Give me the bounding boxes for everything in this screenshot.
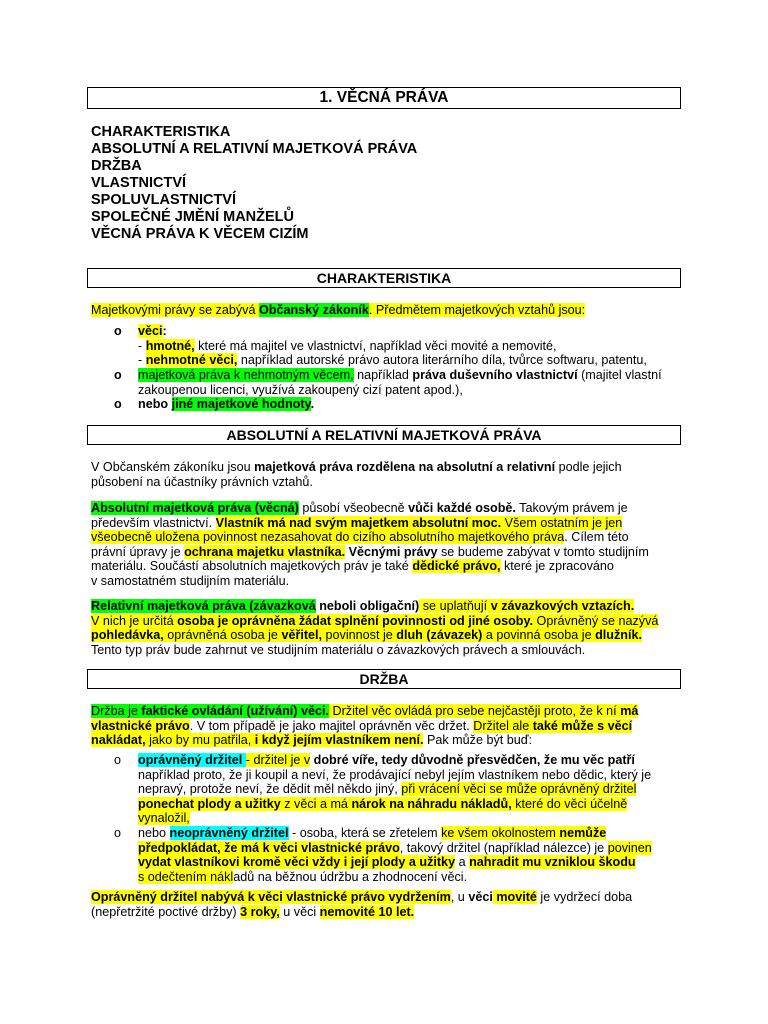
bullet-marker: o [114, 753, 122, 767]
section-heading-drzba: DRŽBA [87, 669, 681, 689]
abs-paragraph-3: Relativní majetková práva (závazková neboli obligační) se uplatňují v závazkových vztazích. V nich je určitá osoba je oprávněna žádat splnění povinnosti od jiné osoby. Oprávněný se nazývá pohledávka, oprávněná osoba je věřitel, povinnost je dluh (závazek) a povinná osoba je dlužník. Tento typ práv bude zahrnut ve studijním materiálu o závazkových právech a smlouvách. [91, 599, 659, 657]
bullet-marker: o [114, 826, 122, 840]
bullet-marker: o [114, 368, 122, 382]
abs-paragraph-1: V Občanském zákoníku jsou majetková práva rozdělena na absolutní a relativní podle jejich působení na účastníky právních vztahů. [91, 460, 622, 489]
list-item-opravneny-drzitel: oprávněný držitel - držitel je v dobré víře, tedy důvodně přesvědčen, že mu věc patří například proto, že ji koupil a neví, že prodávající nebyl jejím vlastníkem nebo dědic, který je nepravý, protože neví, že dědit měl někdo jiný, při vrácení věci se může oprávněný držitel ponechat plody a užitky z věci a má nárok na náhradu nákladů, které do věci účelně vynaložil, [138, 753, 652, 826]
toc-item: VLASTNICTVÍ [91, 175, 187, 191]
list-item-veci: věci: - hmotné, které má majitel ve vlastnictví, například věci movité a nemovité, - nehmotné věci, například autorské právo autora literárního díla, tvůrce softwaru, patentu, [138, 324, 647, 368]
abs-paragraph-2: Absolutní majetková práva (věcná) působí všeobecně vůči každé osobě. Takovým právem je především vlastnictví. Vlastník má nad svým majetkem absolutní moc. Všem ostatním je jen všeobecně uložena povinnost nezasahovat do cizího absolutního majetkového práva. Cílem této právní úpravy je ochrana majetku vlastníka. Věcnými právy se budeme zabývat v tomto studijním materiálu. Součástí absolutních majetkových práv je také dědické právo, které je zpracováno v samostatném studijním materiálu. [91, 501, 649, 588]
bullet-marker: o [114, 324, 122, 338]
section-heading-absolutni: ABSOLUTNÍ A RELATIVNÍ MAJETKOVÁ PRÁVA [87, 425, 681, 445]
list-item-neopravneny-drzitel: nebo neoprávněný držitel - osoba, která se zřetelem ke všem okolnostem nemůže předpokládat, že má k věci vlastnické právo, takový držitel (například nálezce) je povinen vydat vlastníkovi kromě věci vždy i její plody a užitky a nahradit mu vzniklou škodu s odečtením nákladů na běžnou údržbu a zhodnocení věci. [138, 826, 652, 884]
toc-item: VĚCNÁ PRÁVA K VĚCEM CIZÍM [91, 226, 309, 242]
char-intro: Majetkovými právy se zabývá Občanský zákoník. Předmětem majetkových vztahů jsou: [91, 303, 586, 317]
drzba-paragraph: Držba je faktické ovládání (užívání) věci. Držitel věc ovládá pro sebe nejčastěji proto, že k ní má vlastnické právo. V tom případě je jako majitel oprávněn věc držet. Držitel ale také může s věcí nakládat, jako by mu patřila, i když jejím vlastníkem není. Pak může být buď: [91, 704, 639, 748]
toc-item: DRŽBA [91, 158, 142, 174]
section-heading-charakteristika: CHARAKTERISTIKA [87, 268, 681, 288]
list-item-jine-hodnoty: nebo jiné majetkové hodnoty. [138, 397, 315, 411]
toc-item: ABSOLUTNÍ A RELATIVNÍ MAJETKOVÁ PRÁVA [91, 141, 418, 157]
toc-item: CHARAKTERISTIKA [91, 124, 231, 140]
table-of-contents [91, 124, 417, 243]
toc-item: SPOLEČNÉ JMĚNÍ MANŽELŮ [91, 209, 295, 225]
list-item-majetkova-prava: majetková práva k nehmotným věcem, například práva duševního vlastnictví (majitel vlastní zakoupenou licenci, využívá zakoupený cizí patent apod.), [138, 368, 662, 397]
toc-item: SPOLUVLASTNICTVÍ [91, 192, 237, 208]
page-title: 1. VĚCNÁ PRÁVA [87, 87, 681, 109]
drzba-final-paragraph: Oprávněný držitel nabývá k věci vlastnické právo vydržením, u věci movité je vydržecí doba (nepřetržité poctivé držby) 3 roky, u věci nemovité 10 let. [91, 890, 633, 919]
bullet-marker: o [114, 397, 122, 411]
